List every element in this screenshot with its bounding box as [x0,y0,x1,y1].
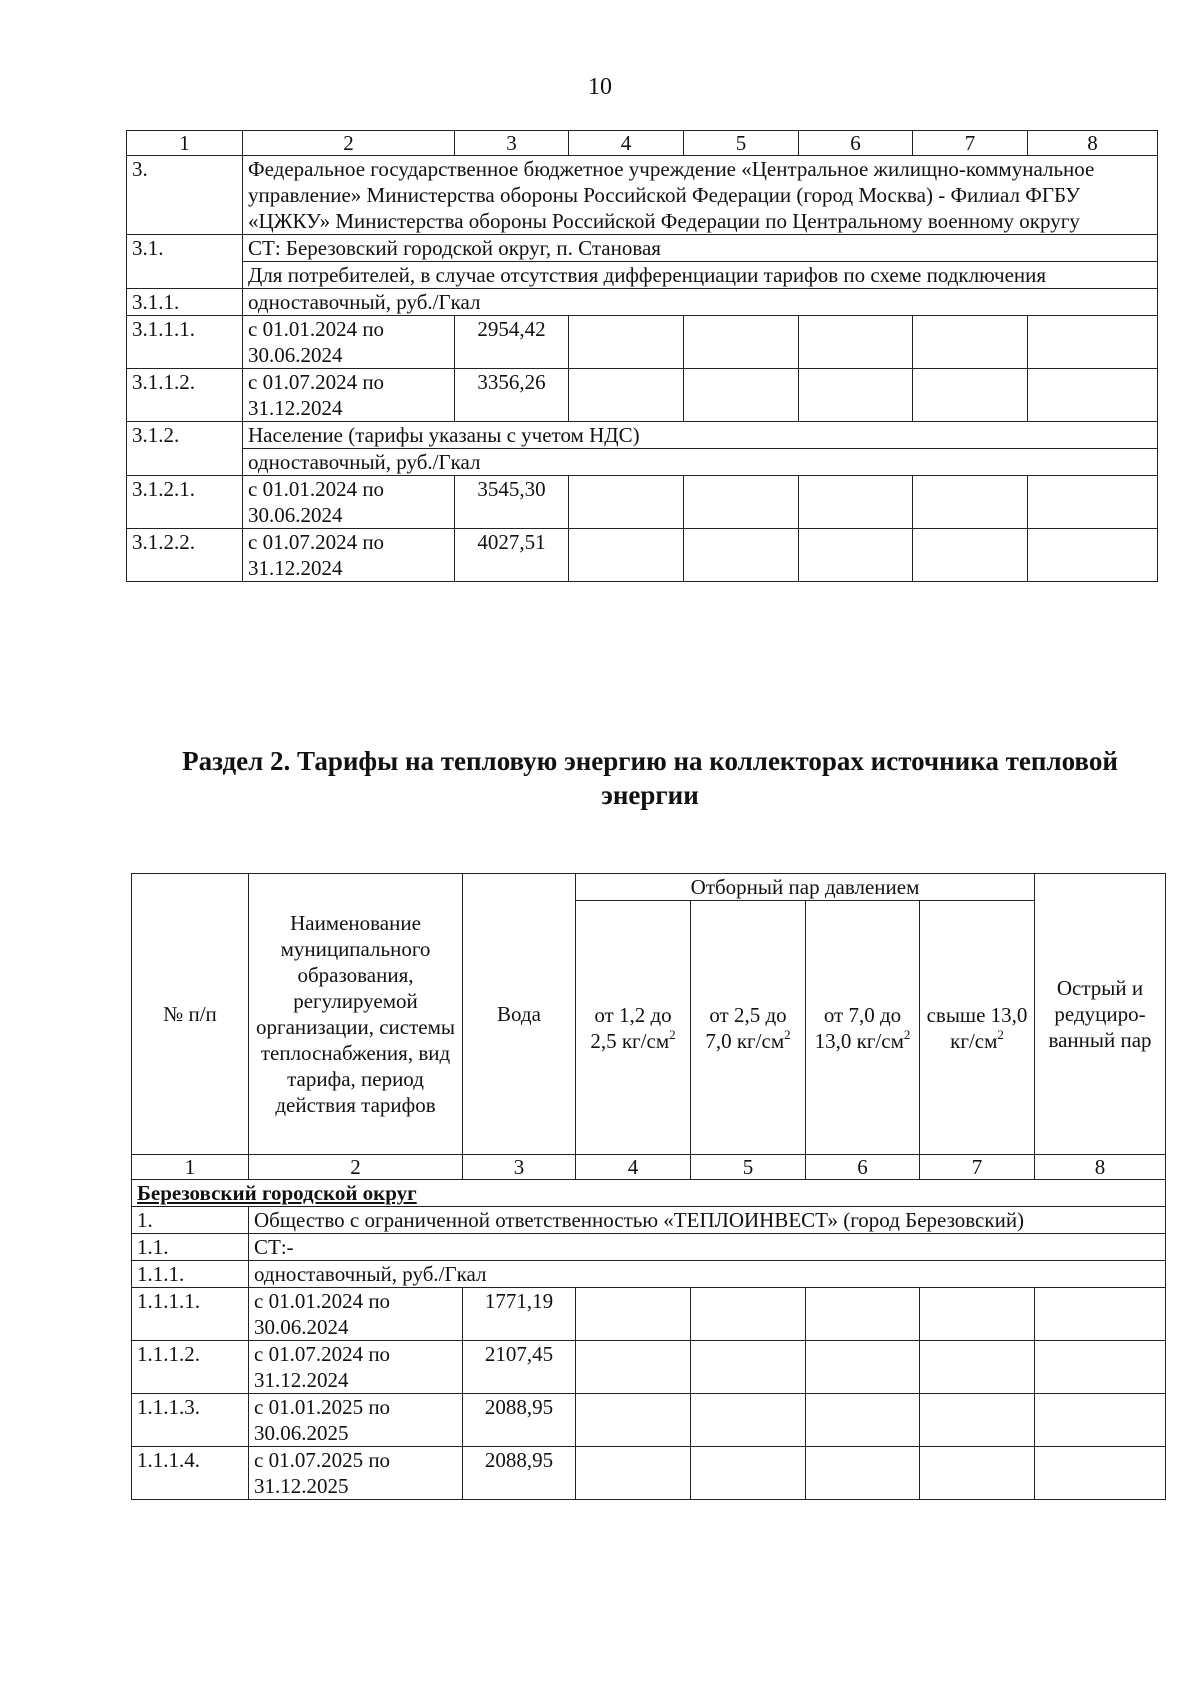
table-row [127,476,1158,529]
tariff-type: одноставочный, руб./Гкал [243,289,1158,316]
population-row [127,422,1158,449]
col-number: 7 [913,131,1028,156]
district-row [132,1180,1166,1207]
tariff-period: с 01.07.2025 по 31.12.2025 [249,1447,463,1500]
empty-cell [1035,1341,1166,1394]
header-name: Наименование муниципального образования, регулируемой организации, системы теплоснабжения, вид тарифа, период действия тарифов [249,874,463,1155]
header-pressure-1: от 1,2 до 2,5 $кг/см^2$ [576,901,691,1155]
header-water: Вода [463,874,576,1155]
table-row [127,369,1158,422]
empty-cell [913,476,1028,529]
tariff-type-row [127,449,1158,476]
empty-cell [913,529,1028,582]
col-number: 3 [463,1155,576,1180]
row-code: 1.1.1.4. [132,1447,249,1500]
header-sharp-steam: Острый и редуциро-ванный пар [1035,874,1166,1155]
organization-name: Общество с ограниченной ответственностью «ТЕПЛОИНВЕСТ» (город Березовский) [249,1207,1166,1234]
water-tariff-value: 2954,42 [455,316,569,369]
empty-cell [799,316,913,369]
consumers-note-row [127,262,1158,289]
table-row [127,529,1158,582]
tariff-period: с 01.07.2024 по 31.12.2024 [243,529,455,582]
water-tariff-value: 2088,95 [463,1447,576,1500]
row-code: 3.1.1. [127,289,243,316]
water-tariff-value: 2107,45 [463,1341,576,1394]
empty-cell [576,1394,691,1447]
water-tariff-value: 1771,19 [463,1288,576,1341]
col-number: 5 [691,1155,806,1180]
empty-cell [569,476,684,529]
row-code: 1.1.1.2. [132,1341,249,1394]
empty-cell [920,1394,1035,1447]
tariff-type-row [132,1261,1166,1288]
empty-cell [806,1288,920,1341]
empty-cell [684,476,799,529]
col-number: 3 [455,131,569,156]
organization-name: Федеральное государственное бюджетное учреждение «Центральное жилищно-коммунальное управление» Министерства обороны Российской Федерации (город Москва) - Филиал ФГБУ «ЦЖКУ» Министерства обороны Российской Федерации по Центральному военному округу [243,156,1158,235]
population-label: Население (тарифы указаны с учетом НДС) [243,422,1158,449]
empty-cell [569,529,684,582]
table-row [132,1394,1166,1447]
page-number: 10 [588,74,612,100]
empty-cell [691,1341,806,1394]
column-number-row [132,1155,1166,1180]
header-pressure-3: от 7,0 до 13,0 $кг/см^2$ [806,901,920,1155]
col-number: 1 [132,1155,249,1180]
tariff-period: с 01.01.2024 по 30.06.2024 [243,316,455,369]
empty-cell [1035,1447,1166,1500]
empty-cell [1028,476,1158,529]
row-code: 3.1.2. [127,422,243,476]
heat-system-row [132,1234,1166,1261]
tariff-period: с 01.01.2024 по 30.06.2024 [249,1288,463,1341]
empty-cell [913,316,1028,369]
empty-cell [799,369,913,422]
header-row [132,874,1166,901]
row-code: 1.1.1. [132,1261,249,1288]
empty-cell [569,369,684,422]
empty-cell [576,1288,691,1341]
empty-cell [920,1288,1035,1341]
empty-cell [799,476,913,529]
col-number: 6 [806,1155,920,1180]
empty-cell [691,1288,806,1341]
col-number: 4 [576,1155,691,1180]
empty-cell [1035,1288,1166,1341]
col-number: 7 [920,1155,1035,1180]
heat-system-name: СТ: Березовский городской округ, п. Становая [243,235,1158,262]
table-row [132,1447,1166,1500]
empty-cell [684,316,799,369]
row-code: 1. [132,1207,249,1234]
empty-cell [1028,529,1158,582]
empty-cell [799,529,913,582]
tariff-period: с 01.07.2024 по 31.12.2024 [249,1341,463,1394]
empty-cell [576,1447,691,1500]
empty-cell [691,1394,806,1447]
header-num: № п/п [132,874,249,1155]
empty-cell [691,1447,806,1500]
col-number: 8 [1028,131,1158,156]
col-number: 8 [1035,1155,1166,1180]
row-code: 3.1.1.2. [127,369,243,422]
col-number: 4 [569,131,684,156]
heat-system-name: СТ:- [249,1234,1166,1261]
empty-cell [920,1447,1035,1500]
heat-system-row [127,235,1158,262]
section-title: Раздел 2. Тарифы на тепловую энергию на коллекторах источника тепловой энергии [182,746,1118,810]
water-tariff-value: 2088,95 [463,1394,576,1447]
header-pressure-2: от 2,5 до 7,0 $кг/см^2$ [691,901,806,1155]
organization-row [127,156,1158,235]
empty-cell [684,369,799,422]
row-code: 1.1.1.1. [132,1288,249,1341]
empty-cell [684,529,799,582]
empty-cell [1035,1394,1166,1447]
column-number-row [127,131,1158,156]
district-name: Березовский городской округ [132,1180,1166,1207]
row-code: 3.1. [127,235,243,289]
tariff-period: с 01.07.2024 по 31.12.2024 [243,369,455,422]
row-code: 3.1.2.1. [127,476,243,529]
row-code: 3.1.2.2. [127,529,243,582]
empty-cell [576,1341,691,1394]
consumers-note: Для потребителей, в случае отсутствия дифференциации тарифов по схеме подключения [243,262,1158,289]
row-code: 1.1. [132,1234,249,1261]
table-row [127,316,1158,369]
empty-cell [913,369,1028,422]
col-number: 1 [127,131,243,156]
header-steam-group: Отборный пар давлением [576,874,1035,901]
tariff-type: одноставочный, руб./Гкал [249,1261,1166,1288]
col-number: 5 [684,131,799,156]
water-tariff-value: 3545,30 [455,476,569,529]
tariff-type: одноставочный, руб./Гкал [243,449,1158,476]
empty-cell [806,1447,920,1500]
empty-cell [1028,369,1158,422]
col-number: 2 [243,131,455,156]
row-code: 3. [127,156,243,235]
empty-cell [920,1341,1035,1394]
row-code: 1.1.1.3. [132,1394,249,1447]
table-row [132,1341,1166,1394]
empty-cell [569,316,684,369]
tariff-type-row [127,289,1158,316]
tariff-period: с 01.01.2024 по 30.06.2024 [243,476,455,529]
row-code: 3.1.1.1. [127,316,243,369]
tariff-table-2 [131,873,1166,1500]
empty-cell [806,1341,920,1394]
water-tariff-value: 4027,51 [455,529,569,582]
tariff-table-1 [126,130,1158,582]
water-tariff-value: 3356,26 [455,369,569,422]
empty-cell [806,1394,920,1447]
col-number: 6 [799,131,913,156]
header-pressure-4: свыше 13,0 $кг/см^2$ [920,901,1035,1155]
tariff-period: с 01.01.2025 по 30.06.2025 [249,1394,463,1447]
table-row [132,1288,1166,1341]
col-number: 2 [249,1155,463,1180]
empty-cell [1028,316,1158,369]
organization-row [132,1207,1166,1234]
